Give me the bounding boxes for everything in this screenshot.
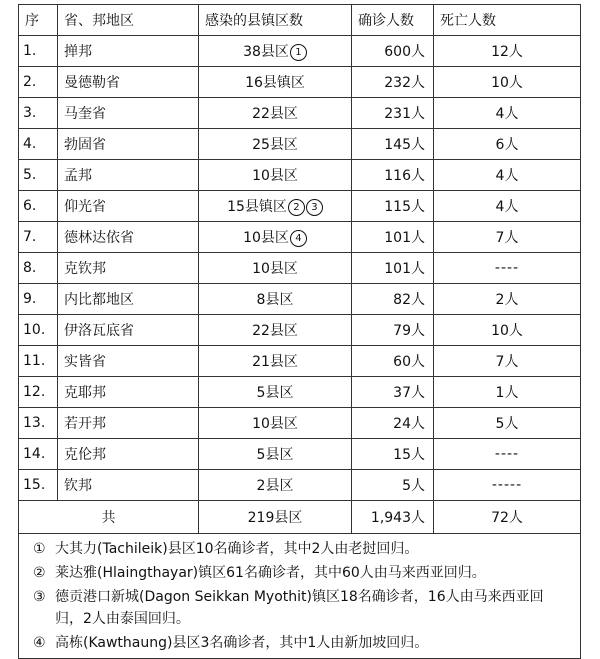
- confirmed-count: 5人: [352, 470, 434, 501]
- county-count: [199, 98, 352, 129]
- death-count: -----: [434, 470, 581, 501]
- header-confirmed: 确诊人数: [352, 5, 434, 36]
- row-number: 3.: [19, 98, 58, 129]
- death-count: 5人: [434, 408, 581, 439]
- row-number: 9.: [19, 284, 58, 315]
- table-body: [19, 36, 581, 501]
- county-count-text: 10县区: [252, 261, 298, 277]
- county-count: [199, 315, 352, 346]
- county-count-text: 8县区: [256, 292, 294, 308]
- death-count: ----: [434, 439, 581, 470]
- county-count-text: 22县区: [252, 106, 298, 122]
- death-count: 7人: [434, 346, 581, 377]
- total-deaths: 72人: [434, 501, 581, 534]
- header-row: [19, 5, 581, 36]
- county-count: [199, 284, 352, 315]
- county-count-text: 38县区: [243, 44, 289, 60]
- footnote-text: 德贡港口新城(Dagon Seikkan Myothit)镇区18名确诊者，16人由马来西亚回归，2人由泰国回归。: [55, 589, 544, 627]
- note-reference-marker: 4: [290, 230, 307, 247]
- county-count: [199, 67, 352, 98]
- table-row: [19, 191, 581, 222]
- table-row: [19, 222, 581, 253]
- county-count: [199, 470, 352, 501]
- region-name: 掸邦: [58, 36, 199, 67]
- footnote: [33, 538, 570, 560]
- region-name: 曼德勒省: [58, 67, 199, 98]
- row-number: 6.: [19, 191, 58, 222]
- county-count-text: 10县区: [243, 230, 289, 246]
- confirmed-count: 60人: [352, 346, 434, 377]
- confirmed-count: 101人: [352, 222, 434, 253]
- county-count-text: 16县镇区: [245, 75, 305, 91]
- confirmed-count: 232人: [352, 67, 434, 98]
- total-counties: 219县区: [199, 501, 352, 534]
- table-row: [19, 346, 581, 377]
- death-count: 4人: [434, 191, 581, 222]
- confirmed-count: 600人: [352, 36, 434, 67]
- header-region: 省、邦地区: [58, 5, 199, 36]
- county-count-text: 10县区: [252, 168, 298, 184]
- footnote-text: 莱达雅(Hlaingthayar)镇区61名确诊者，其中60人由马来西亚回归。: [55, 565, 486, 581]
- row-number: 2.: [19, 67, 58, 98]
- footnote-marker: ③: [33, 589, 46, 605]
- region-name: 仰光省: [58, 191, 199, 222]
- death-count: 10人: [434, 315, 581, 346]
- confirmed-count: 82人: [352, 284, 434, 315]
- total-row: [19, 501, 581, 534]
- county-count-text: 21县区: [252, 354, 298, 370]
- total-label: 共: [19, 501, 199, 534]
- region-name: 克伦邦: [58, 439, 199, 470]
- table-row: [19, 67, 581, 98]
- death-count: 12人: [434, 36, 581, 67]
- notes-cell: [19, 534, 581, 659]
- note-reference-marker: 2: [288, 199, 305, 216]
- header-no: 序: [19, 5, 58, 36]
- row-number: 1.: [19, 36, 58, 67]
- row-number: 11.: [19, 346, 58, 377]
- county-count: [199, 377, 352, 408]
- region-name: 内比都地区: [58, 284, 199, 315]
- row-number: 8.: [19, 253, 58, 284]
- header-deaths: 死亡人数: [434, 5, 581, 36]
- table-row: [19, 439, 581, 470]
- confirmed-count: 145人: [352, 129, 434, 160]
- table-row: [19, 160, 581, 191]
- table-row: [19, 284, 581, 315]
- county-count: [199, 191, 352, 222]
- county-count: [199, 439, 352, 470]
- death-count: 4人: [434, 98, 581, 129]
- region-name: 孟邦: [58, 160, 199, 191]
- table-row: [19, 129, 581, 160]
- county-count-text: 2县区: [256, 478, 294, 494]
- region-name: 实皆省: [58, 346, 199, 377]
- death-count: 1人: [434, 377, 581, 408]
- table-row: [19, 36, 581, 67]
- row-number: 5.: [19, 160, 58, 191]
- death-count: ----: [434, 253, 581, 284]
- confirmed-count: 79人: [352, 315, 434, 346]
- death-count: 10人: [434, 67, 581, 98]
- death-count: 6人: [434, 129, 581, 160]
- row-number: 4.: [19, 129, 58, 160]
- death-count: 4人: [434, 160, 581, 191]
- confirmed-count: 231人: [352, 98, 434, 129]
- table-row: [19, 377, 581, 408]
- row-number: 15.: [19, 470, 58, 501]
- row-number: 14.: [19, 439, 58, 470]
- county-count-text: 10县区: [252, 416, 298, 432]
- table-row: [19, 315, 581, 346]
- note-reference-marker: 1: [290, 44, 307, 61]
- death-count: 2人: [434, 284, 581, 315]
- row-number: 13.: [19, 408, 58, 439]
- row-number: 7.: [19, 222, 58, 253]
- region-name: 钦邦: [58, 470, 199, 501]
- document: [18, 4, 580, 659]
- region-name: 若开邦: [58, 408, 199, 439]
- county-count: [199, 222, 352, 253]
- county-count-text: 22县区: [252, 323, 298, 339]
- county-count: [199, 160, 352, 191]
- row-number: 12.: [19, 377, 58, 408]
- death-count: 7人: [434, 222, 581, 253]
- footnote-text: 高栋(Kawthaung)县区3名确诊者，其中1人由新加坡回归。: [55, 635, 429, 651]
- region-name: 伊洛瓦底省: [58, 315, 199, 346]
- county-count: [199, 36, 352, 67]
- county-count: [199, 408, 352, 439]
- footnote: [33, 562, 570, 584]
- region-name: 马奎省: [58, 98, 199, 129]
- region-name: 克钦邦: [58, 253, 199, 284]
- county-count: [199, 129, 352, 160]
- footnote-marker: ④: [33, 635, 46, 651]
- table-row: [19, 253, 581, 284]
- county-count-text: 15县镇区: [227, 199, 287, 215]
- table-row: [19, 408, 581, 439]
- confirmed-count: 24人: [352, 408, 434, 439]
- header-counties: 感染的县镇区数: [199, 5, 352, 36]
- confirmed-count: 37人: [352, 377, 434, 408]
- note-reference-marker: 3: [306, 199, 323, 216]
- footnote-marker: ②: [33, 565, 46, 581]
- county-count-text: 5县区: [256, 447, 294, 463]
- confirmed-count: 115人: [352, 191, 434, 222]
- region-name: 德林达依省: [58, 222, 199, 253]
- county-count: [199, 253, 352, 284]
- county-count-text: 5县区: [256, 385, 294, 401]
- notes-row: [19, 534, 581, 659]
- region-name: 克耶邦: [58, 377, 199, 408]
- confirmed-count: 15人: [352, 439, 434, 470]
- county-count-text: 25县区: [252, 137, 298, 153]
- footnote-text: 大其力(Tachileik)县区10名确诊者，其中2人由老挝回归。: [55, 541, 419, 557]
- county-count: [199, 346, 352, 377]
- footnote: [33, 586, 570, 630]
- confirmed-count: 116人: [352, 160, 434, 191]
- covid-table: [18, 4, 581, 659]
- table-row: [19, 98, 581, 129]
- confirmed-count: 101人: [352, 253, 434, 284]
- row-number: 10.: [19, 315, 58, 346]
- region-name: 勃固省: [58, 129, 199, 160]
- footnote-marker: ①: [33, 541, 46, 557]
- table-row: [19, 470, 581, 501]
- total-confirmed: 1,943人: [352, 501, 434, 534]
- footnote: [33, 632, 570, 654]
